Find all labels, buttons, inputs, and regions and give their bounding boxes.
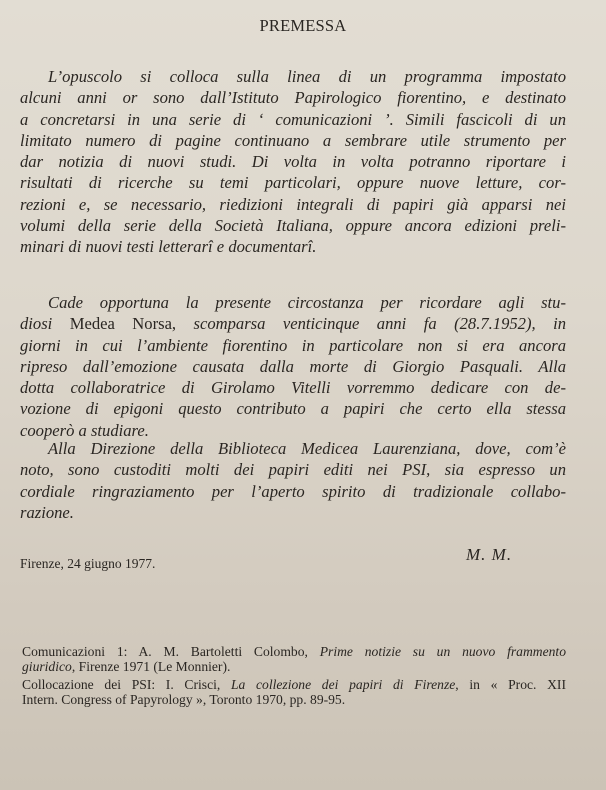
- person-name: Medea Norsa,: [69, 314, 177, 334]
- text-line: volumi della serie della Società Italiana, oppure ancora edizioni preli-: [20, 216, 566, 236]
- text-line: vozione di epigoni questo contributo a papiri che certo ella stessa: [20, 399, 566, 419]
- text-line: dar notizia di nuovi studi. Di volta in volta potranno riportare i: [20, 152, 566, 172]
- signature-initials: M. M.: [466, 545, 513, 564]
- paragraph-acknowledgement: [20, 438, 566, 523]
- paragraph-intro: [20, 66, 566, 258]
- text-line: razione.: [20, 502, 74, 522]
- note-title: La collezione dei papiri di Firenze: [230, 677, 456, 692]
- text-fragment: scomparsa venticinque anni fa (28.7.1952), in: [193, 314, 566, 334]
- note-text: Collocazione dei PSI: I. Crisci,: [22, 677, 221, 692]
- note-title: Prime notizie su un nuovo frammento: [319, 644, 567, 659]
- text-line: [20, 313, 566, 334]
- page-title: PREMESSA: [259, 16, 347, 35]
- text-line: alcuni anni or sono dall’Istituto Papirologico fiorentino, e destinato: [20, 88, 566, 108]
- text-fragment: diosi: [20, 314, 53, 334]
- note-title: giuridico: [22, 658, 72, 674]
- text-line: cooperò a studiare.: [20, 420, 149, 440]
- footnote-line: [22, 645, 566, 660]
- text-line: minari di nuovi testi letterarî e documentarî.: [20, 237, 317, 257]
- text-line: ripreso dall’emozione causata dalla morte di Giorgio Pasquali. Alla: [20, 356, 566, 376]
- note-text: , Firenze 1971 (Le Monnier).: [71, 658, 231, 674]
- place-date: Firenze, 24 giugno 1977.: [20, 556, 156, 571]
- footnote-line: [22, 678, 566, 693]
- text-line: giorni in cui l’ambiente fiorentino in particolare non si era ancora: [20, 335, 566, 355]
- text-line: risultati di ricerche su temi particolari, oppure nuove letture, cor-: [20, 173, 566, 193]
- footnote-line: [22, 660, 566, 675]
- text-line: a concretarsi in una serie di ‘ comunicazioni ’. Simili fascicoli di un: [20, 109, 566, 129]
- paragraph-dedication: [20, 292, 566, 441]
- text-line: noto, sono custoditi molti dei papiri editi nei PSI, sia espresso un: [20, 460, 566, 480]
- text-line: L’opuscolo si colloca sulla linea di un programma impostato: [48, 67, 566, 86]
- note-text: , in « Proc. XII: [455, 677, 566, 692]
- text-line: cordiale ringraziamento per l’aperto spirito di tradizionale collabo-: [20, 481, 566, 501]
- footnote-line: Intern. Congress of Papyrology », Toronto 1970, pp. 89-95.: [22, 691, 346, 707]
- text-line: dotta collaboratrice di Girolamo Vitelli vorremmo dedicare con de-: [20, 378, 566, 398]
- text-line: rezioni e, se necessario, riedizioni integrali di papiri già apparsi nei: [20, 194, 566, 214]
- footnotes: [22, 645, 566, 707]
- text-line: Alla Direzione della Biblioteca Medicea Laurenziana, dove, com’è: [48, 439, 566, 458]
- text-line: limitato numero di pagine continuano a sembrare utile strumento per: [20, 130, 566, 150]
- text-line: Cade opportuna la presente circostanza per ricordare agli stu-: [48, 293, 566, 312]
- note-text: Comunicazioni 1: A. M. Bartoletti Colombo,: [22, 644, 308, 659]
